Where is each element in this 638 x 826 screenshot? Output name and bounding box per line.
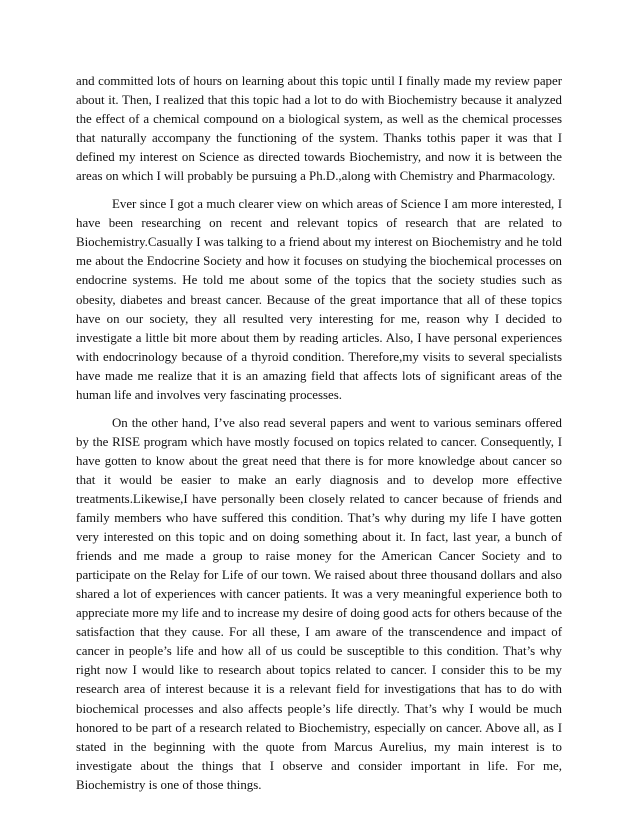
body-paragraph-1: and committed lots of hours on learning about this topic until I finally made my review paper about it. Then, I realized that this topic had a lot to do with Biochemistry because it analyzed the effect of a chemical compound on a biological system, as well as the chemical processes that naturally accompany the functioning of the system. Thanks tothis paper it was that I defined my interest on Science as directed towards Biochemistry, and now it is between the areas on which I will probably be pursuing a Ph.D.,along with Chemistry and Pharmacology. bbox=[76, 74, 562, 184]
body-paragraph-2: Ever since I got a much clearer view on which areas of Science I am more interested, I have been researching on recent and relevant topics of research that are related to Biochemistry.Casually I was talking to a friend about my interest on Biochemistry and he told me about the Endocrine Society and how it focuses on studying the biochemical processes on endocrine systems. He told me about some of the topics that the society studies such as obesity, diabetes and breast cancer. Because of the great importance that all of these topics have on our society, they all resulted very interesting for me, reason why I decided to investigate a little bit more about them by reading articles. Also, I have personal experiences with endocrinology because of a thyroid condition. Therefore,my visits to several specialists have made me realize that it is an amazing field that affects lots of significant areas of the human life and involves very fascinating processes. bbox=[76, 197, 562, 402]
body-paragraph-3: On the other hand, I’ve also read several papers and went to various seminars offered by the RISE program which have mostly focused on topics related to cancer. Consequently, I have gotten to know about the great need that there is for more knowledge about cancer so that it would be easier to make an early diagnosis and to develop more effective treatments.Likewise,I have personally been closely related to cancer because of friends and family members who have suffered this condition. That’s why during my life I have gotten very interested on this topic and on doing something about it. In fact, last year, a bunch of friends and me made a group to raise money for the American Cancer Society and to participate on the Relay for Life of our town. We raised about three thousand dollars and also shared a lot of experiences with cancer patients. It was a very meaningful experience both to appreciate more my life and to increase my desire of doing good acts for others because of the satisfaction that they cause. For all these, I am aware of the transcendence and impact of cancer in people’s life and how all of us could be susceptible to this condition. That’s why right now I would like to research about topics related to cancer. I consider this to be my research area of interest because it is a relevant field for investigations that has to do with biochemical processes and also affects people’s life directly. That’s why I would be much honored to be part of a research related to Biochemistry, especially on cancer. Above all, as I stated in the beginning with the quote from Marcus Aurelius, my main interest is to investigate about the things that I observe and consider important in life. For me, Biochemistry is one of those things. bbox=[76, 415, 562, 792]
